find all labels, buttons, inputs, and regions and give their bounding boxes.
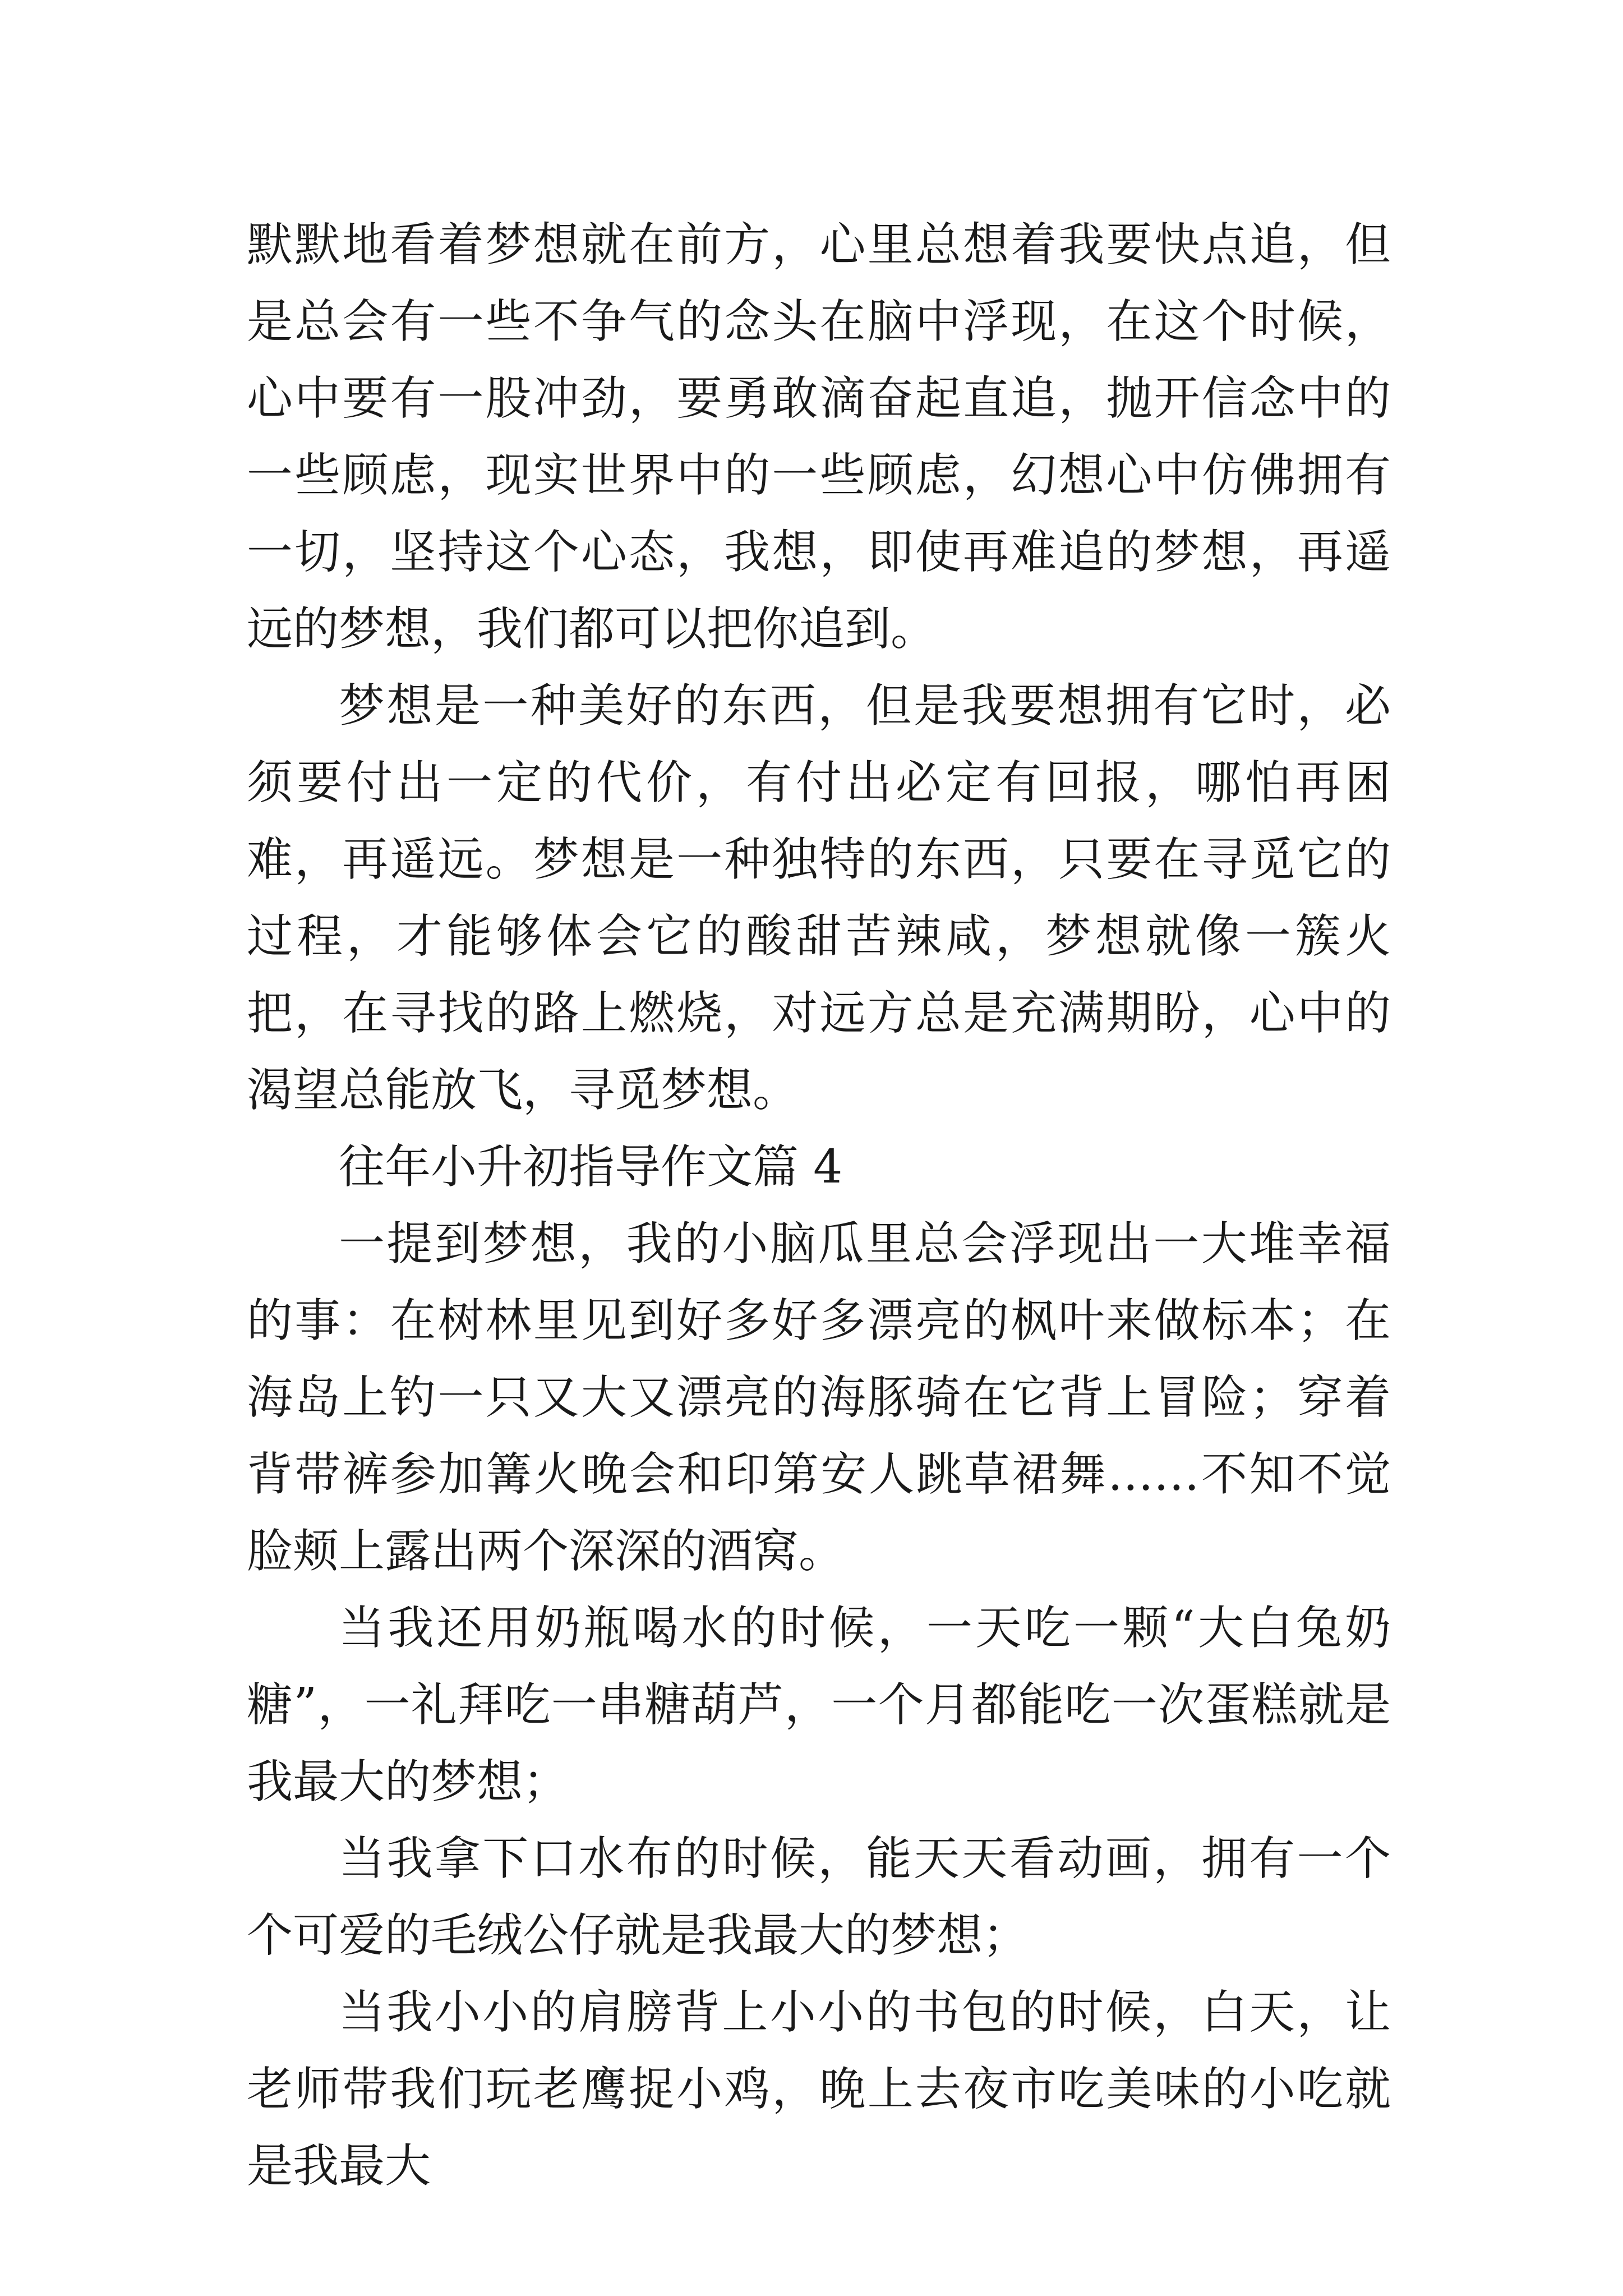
- document-body: [247, 206, 1391, 2205]
- paragraph-5: 当我拿下口水布的时候，能天天看动画，拥有一个个可爱的毛绒公仔就是我最大的梦想；: [247, 1832, 1391, 1962]
- paragraph-6: 当我小小的肩膀背上小小的书包的时候，白天，让老师带我们玩老鹰捉小鸡，晚上去夜市吃美味的小吃就是我最大: [247, 1986, 1391, 2193]
- paragraph-4: 当我还用奶瓶喝水的时候，一天吃一颗“大白兔奶糖”，一礼拜吃一串糖葫芦，一个月都能吃一次蛋糕就是我最大的梦想；: [247, 1602, 1391, 1809]
- section-title: 往年小升初指导作文篇 4: [339, 1140, 843, 1194]
- paragraph-3: 一提到梦想，我的小脑瓜里总会浮现出一大堆幸福的事：在树林里见到好多好多漂亮的枫叶来做标本；在海岛上钓一只又大又漂亮的海豚骑在它背上冒险；穿着背带裤参加篝火晚会和印第安人跳草裙舞……不知不觉脸颊上露出两个深深的酒窝。: [247, 1217, 1391, 1578]
- paragraph-2: 梦想是一种美好的东西，但是我要想拥有它时，必须要付出一定的代价，有付出必定有回报，哪怕再困难，再遥远。梦想是一种独特的东西，只要在寻觅它的过程，才能够体会它的酸甜苦辣咸，梦想就像一簇火把，在寻找的路上燃烧，对远方总是充满期盼，心中的渴望总能放飞，寻觅梦想。: [247, 679, 1391, 1117]
- paragraph-1: 默默地看着梦想就在前方，心里总想着我要快点追，但是总会有一些不争气的念头在脑中浮现，在这个时候，心中要有一股冲劲，要勇敢滴奋起直追，抛开信念中的一些顾虑，现实世界中的一些顾虑，幻想心中仿佛拥有一切，坚持这个心态，我想，即使再难追的梦想，再遥远的梦想，我们都可以把你追到。: [247, 218, 1391, 656]
